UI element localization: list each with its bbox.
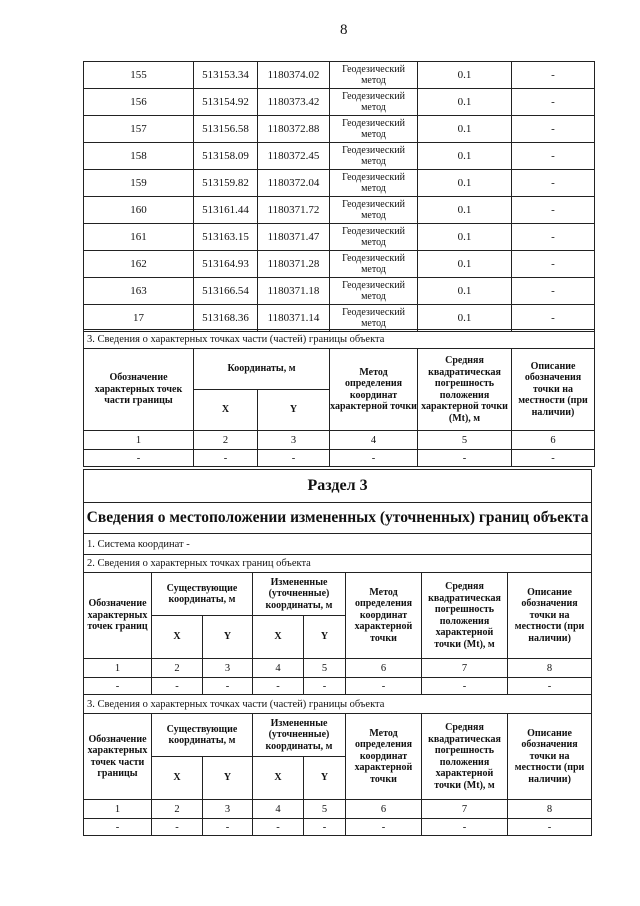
s3-header-y2: Y [304,616,346,659]
s3-header-y1: Y [203,616,253,659]
accuracy-cell: 0.1 [418,224,512,251]
header-x: X [194,390,258,431]
empty-value-cell: - [418,450,512,467]
method-cell: Геодезический метод [330,143,418,170]
point-id-cell: 158 [84,143,194,170]
coord-y-cell: 1180372.45 [258,143,330,170]
description-cell: - [512,224,595,251]
method-cell: Геодезический метод [330,170,418,197]
coord-x-cell: 513153.34 [194,62,258,89]
coord-x-cell: 513159.82 [194,170,258,197]
empty-value-cell: - [194,450,258,467]
header-coords: Координаты, м [194,349,330,390]
coord-x-cell: 513163.15 [194,224,258,251]
s3p-header-description: Описание обозначения точки на местности (при наличии) [508,714,592,800]
boundary-points-title: 2. Сведения о характерных точках границ объекта [84,555,592,573]
table-row [84,197,595,224]
coord-y-cell: 1180371.18 [258,278,330,305]
header-method: Метод определения координат характерной точки [330,349,418,431]
header-designation: Обозначение характерных точек части границы [84,349,194,431]
description-cell: - [512,251,595,278]
point-id-cell: 163 [84,278,194,305]
description-cell: - [512,197,595,224]
column-number-cell: 1 [84,800,152,819]
s3p-header-accuracy: Средняя квадратическая погрешность положения характерной точки (Mt), м [422,714,508,800]
empty-value-cell: - [203,819,253,836]
s3-header-x1: X [152,616,203,659]
point-id-cell: 17 [84,305,194,332]
description-cell: - [512,305,595,332]
column-number-cell: 7 [422,659,508,678]
s3p-header-y1: Y [203,757,253,800]
coord-y-cell: 1180371.47 [258,224,330,251]
coord-y-cell: 1180371.72 [258,197,330,224]
column-number-cell: 3 [203,800,253,819]
column-number-cell: 4 [330,431,418,450]
coord-y-cell: 1180373.42 [258,89,330,116]
table-row [84,143,595,170]
column-number-row [84,431,595,450]
column-number-cell: 2 [194,431,258,450]
column-number-cell: 4 [253,800,304,819]
column-number-row [84,800,592,819]
accuracy-cell: 0.1 [418,197,512,224]
empty-value-cell: - [304,678,346,695]
empty-value-cell: - [84,678,152,695]
coord-x-cell: 513164.93 [194,251,258,278]
column-number-cell: 6 [346,800,422,819]
accuracy-cell: 0.1 [418,89,512,116]
table-row [84,251,595,278]
method-cell: Геодезический метод [330,62,418,89]
s3-header-description: Описание обозначения точки на местности (при наличии) [508,573,592,659]
column-number-cell: 4 [253,659,304,678]
column-number-cell: 6 [512,431,595,450]
table-row [84,89,595,116]
empty-value-cell: - [152,819,203,836]
point-id-cell: 160 [84,197,194,224]
s3p-header-y2: Y [304,757,346,800]
section3-title: Раздел 3 [84,470,592,503]
coord-y-cell: 1180372.04 [258,170,330,197]
coord-x-cell: 513166.54 [194,278,258,305]
s3p-header-x2: X [253,757,304,800]
table-row [84,305,595,332]
empty-value-cell: - [84,450,194,467]
table-row [84,170,595,197]
empty-value-cell: - [346,678,422,695]
table-row [84,278,595,305]
coord-x-cell: 513156.58 [194,116,258,143]
coord-system: 1. Система координат - [84,534,592,555]
empty-value-cell: - [346,819,422,836]
empty-value-row [84,678,592,695]
section3-table [83,469,592,836]
coord-y-cell: 1180371.28 [258,251,330,278]
table-row [84,116,595,143]
empty-value-cell: - [330,450,418,467]
s3p-header-method: Метод определения координат характерной точки [346,714,422,800]
accuracy-cell: 0.1 [418,305,512,332]
header-accuracy: Средняя квадратическая погрешность положения характерной точки (Mt), м [418,349,512,431]
point-id-cell: 162 [84,251,194,278]
coord-y-cell: 1180372.88 [258,116,330,143]
empty-value-cell: - [508,819,592,836]
coord-y-cell: 1180371.14 [258,305,330,332]
s3p-header-changed: Измененные (уточненные) координаты, м [253,714,346,757]
coord-y-cell: 1180374.02 [258,62,330,89]
description-cell: - [512,116,595,143]
empty-value-cell: - [508,678,592,695]
column-number-cell: 7 [422,800,508,819]
method-cell: Геодезический метод [330,278,418,305]
method-cell: Геодезический метод [330,224,418,251]
description-cell: - [512,170,595,197]
empty-value-cell: - [253,678,304,695]
method-cell: Геодезический метод [330,251,418,278]
s3p-header-existing: Существующие координаты, м [152,714,253,757]
column-number-cell: 2 [152,800,203,819]
accuracy-cell: 0.1 [418,170,512,197]
coord-x-cell: 513161.44 [194,197,258,224]
description-cell: - [512,89,595,116]
part-points-title: 3. Сведения о характерных точках части (частей) границы объекта [84,330,595,349]
column-number-cell: 3 [203,659,253,678]
s3p-header-designation: Обозначение характерных точек части границы [84,714,152,800]
accuracy-cell: 0.1 [418,62,512,89]
description-cell: - [512,278,595,305]
empty-value-cell: - [84,819,152,836]
column-number-cell: 5 [304,659,346,678]
column-number-cell: 5 [304,800,346,819]
empty-value-cell: - [152,678,203,695]
accuracy-cell: 0.1 [418,251,512,278]
header-y: Y [258,390,330,431]
empty-value-cell: - [258,450,330,467]
accuracy-cell: 0.1 [418,143,512,170]
accuracy-cell: 0.1 [418,116,512,143]
empty-value-cell: - [203,678,253,695]
s3-header-designation: Обозначение характерных точек границ [84,573,152,659]
accuracy-cell: 0.1 [418,278,512,305]
column-number-cell: 3 [258,431,330,450]
point-id-cell: 155 [84,62,194,89]
s3p-header-x1: X [152,757,203,800]
column-number-cell: 8 [508,659,592,678]
empty-value-cell: - [422,678,508,695]
empty-value-cell: - [422,819,508,836]
point-id-cell: 156 [84,89,194,116]
point-id-cell: 157 [84,116,194,143]
empty-value-cell: - [253,819,304,836]
s3-part-points-title: 3. Сведения о характерных точках части (частей) границы объекта [84,695,592,714]
part-points-table [83,329,595,467]
column-number-cell: 6 [346,659,422,678]
table-row [84,62,595,89]
method-cell: Геодезический метод [330,89,418,116]
point-id-cell: 161 [84,224,194,251]
method-cell: Геодезический метод [330,197,418,224]
column-number-cell: 1 [84,659,152,678]
empty-value-row [84,819,592,836]
point-id-cell: 159 [84,170,194,197]
column-number-row [84,659,592,678]
coord-x-cell: 513154.92 [194,89,258,116]
coord-x-cell: 513168.36 [194,305,258,332]
empty-value-row [84,450,595,467]
column-number-cell: 8 [508,800,592,819]
column-number-cell: 1 [84,431,194,450]
table-row [84,224,595,251]
column-number-cell: 2 [152,659,203,678]
description-cell: - [512,143,595,170]
description-cell: - [512,62,595,89]
page-number: 8 [340,22,348,38]
section3-subtitle: Сведения о местоположении измененных (уточненных) границ объекта [84,503,592,534]
s3-header-changed: Измененные (уточненные) координаты, м [253,573,346,616]
coord-x-cell: 513158.09 [194,143,258,170]
method-cell: Геодезический метод [330,305,418,332]
method-cell: Геодезический метод [330,116,418,143]
s3-header-accuracy: Средняя квадратическая погрешность положения характерной точки (Mt), м [422,573,508,659]
s3-header-method: Метод определения координат характерной точки [346,573,422,659]
header-description: Описание обозначения точки на местности (при наличии) [512,349,595,431]
s3-header-existing: Существующие координаты, м [152,573,253,616]
s3-header-x2: X [253,616,304,659]
empty-value-cell: - [512,450,595,467]
empty-value-cell: - [304,819,346,836]
points-table [83,61,595,332]
column-number-cell: 5 [418,431,512,450]
